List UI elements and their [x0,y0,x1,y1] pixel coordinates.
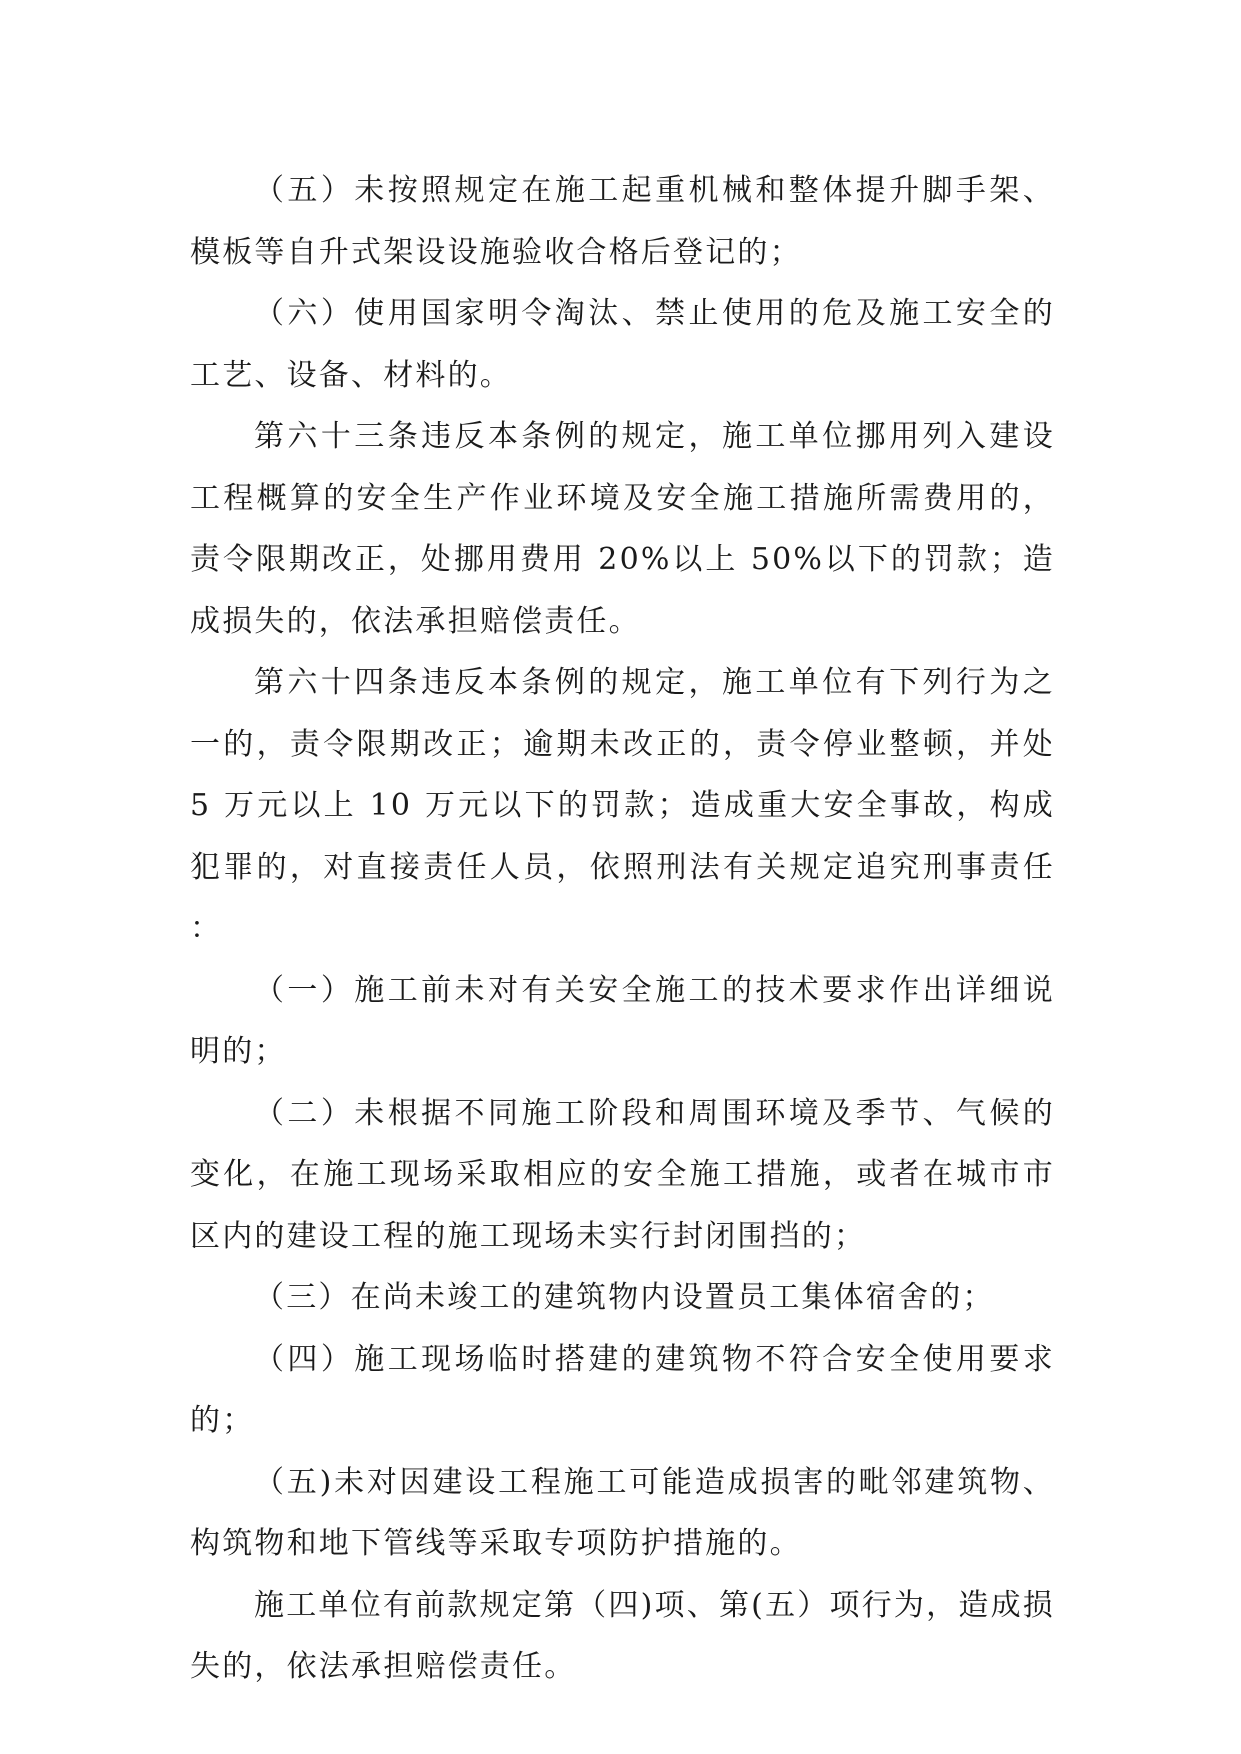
article-64: 第六十四条违反本条例的规定，施工单位有下列行为之一的，责令限期改正；逾期未改正的，责令停业整顿，并处 5 万元以上 10 万元以下的罚款；造成重大安全事故，构成犯罪的，对直接责任人员，依照刑法有关规定追究刑事责任： [190,665,1055,946]
article-64-item-1: （一）施工前未对有关安全施工的技术要求作出详细说明的； [190,972,1055,1069]
article-64-liability-note: 施工单位有前款规定第（四)项、第(五）项行为，造成损失的，依法承担赔偿责任。 [190,1587,1055,1684]
article-64-item-4: （四）施工现场临时搭建的建筑物不符合安全使用要求的； [190,1341,1055,1438]
article-64-item-3: （三）在尚未竣工的建筑物内设置员工集体宿舍的； [254,1280,995,1315]
document-body [190,160,1055,1698]
clause-5-registration: （五）未按照规定在施工起重机械和整体提升脚手架、模板等自升式架设设施验收合格后登记的； [190,173,1055,270]
clause-6-eliminated-equipment: （六）使用国家明令淘汰、禁止使用的危及施工安全的工艺、设备、材料的。 [190,296,1055,393]
article-64-item-2: （二）未根据不同施工阶段和周围环境及季节、气候的变化，在施工现场采取相应的安全施工措施，或者在城市市区内的建设工程的施工现场未实行封闭围挡的； [190,1095,1055,1254]
article-64-item-5: （五)未对因建设工程施工可能造成损害的毗邻建筑物、构筑物和地下管线等采取专项防护措施的。 [190,1464,1055,1561]
article-63: 第六十三条违反本条例的规定，施工单位挪用列入建设工程概算的安全生产作业环境及安全施工措施所需费用的，责令限期改正，处挪用费用 20%以上 50%以下的罚款；造成损失的，依法承担赔偿责任。 [190,419,1055,639]
